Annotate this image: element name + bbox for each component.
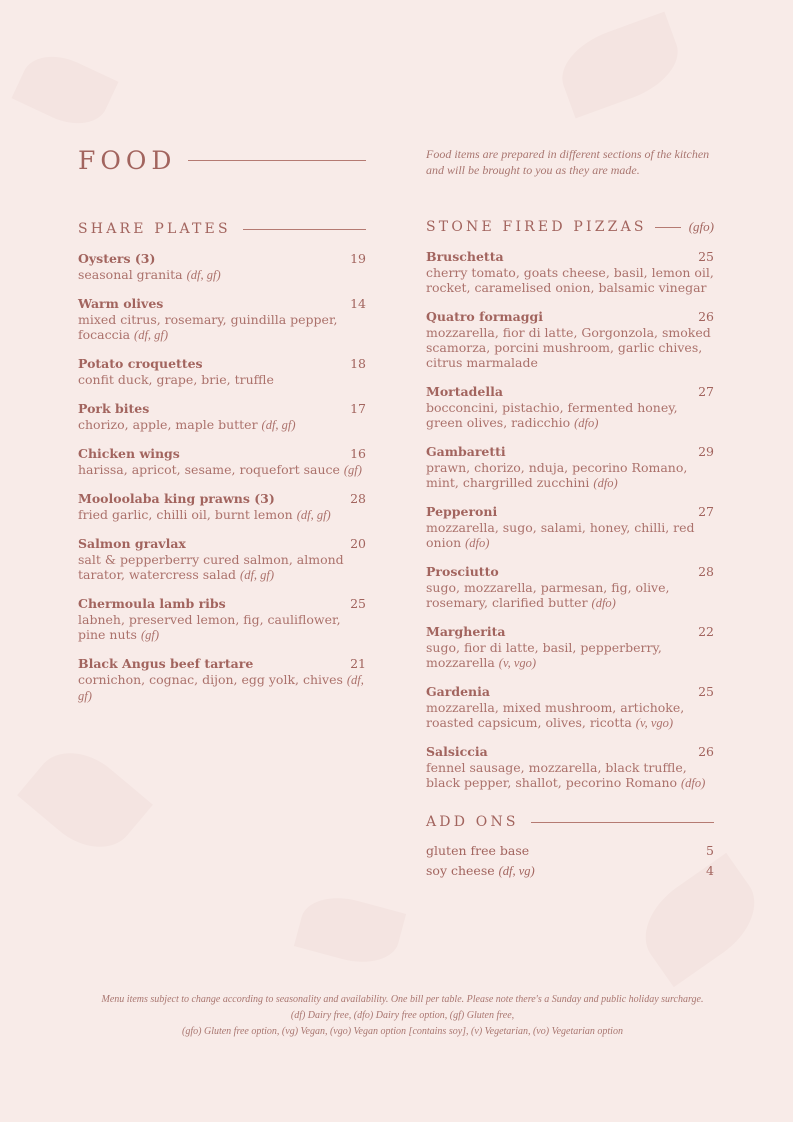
dietary-tag: (df, gf) — [296, 508, 331, 522]
menu-item-price: 20 — [350, 536, 366, 551]
menu-item-ingredients: harissa, apricot, sesame, roquefort sauce — [78, 462, 344, 477]
menu-item-description — [78, 672, 366, 704]
divider — [655, 227, 681, 228]
share-plates-heading — [78, 220, 366, 238]
menu-item-ingredients: mozzarella, fior di latte, Gorgonzola, smoked scamorza, porcini mushroom, garlic chives, citrus marmalade — [426, 325, 711, 370]
menu-item-ingredients: seasonal granita — [78, 267, 187, 282]
menu-item-description — [426, 265, 714, 296]
menu-item-header — [78, 536, 366, 552]
menu-item — [426, 744, 714, 791]
footer-legend-2: (gfo) Gluten free option, (vg) Vegan, (vgo) Vegan option [contains soy], (v) Vegetarian, (vo) Vegetarian option — [182, 1026, 623, 1037]
menu-item-name: Mortadella — [426, 384, 503, 399]
kitchen-note: Food items are prepared in different sections of the kitchen and will be brought to you as they are made. — [426, 147, 710, 177]
menu-item — [78, 401, 366, 433]
menu-item-name: Gambaretti — [426, 444, 506, 459]
dietary-tag: (df, vg) — [498, 864, 535, 878]
menu-item-ingredients: mozzarella, sugo, salami, honey, chilli, red onion — [426, 520, 695, 550]
food-heading — [78, 146, 366, 174]
menu-item-price: 28 — [698, 564, 714, 579]
addons-heading — [426, 813, 714, 831]
menu-item-name: Salsiccia — [426, 744, 488, 759]
dietary-tag: (df, gf) — [134, 328, 169, 342]
menu-item-price: 22 — [698, 624, 714, 639]
footer-legend-1: (df) Dairy free, (dfo) Dairy free option, (gf) Gluten free, — [290, 1010, 515, 1021]
menu-item-description — [426, 760, 714, 791]
menu-item-header — [426, 384, 714, 400]
menu-item-header — [78, 401, 366, 417]
pizza-list — [426, 249, 714, 791]
dietary-tag: (df, gf) — [240, 568, 275, 582]
menu-item-header — [78, 356, 366, 372]
menu-item — [426, 504, 714, 551]
menu-item — [426, 309, 714, 371]
menu-item-price: 14 — [350, 296, 366, 311]
section-title: ADD ONS — [426, 814, 519, 830]
menu-item-price: 16 — [350, 446, 366, 461]
menu-item-description — [78, 462, 366, 478]
menu-item-ingredients: confit duck, grape, brie, truffle — [78, 372, 274, 387]
menu-item — [426, 624, 714, 671]
dietary-tag: (dfo) — [593, 476, 618, 490]
menu-item-name: Potato croquettes — [78, 356, 203, 371]
menu-item-header — [426, 684, 714, 700]
menu-item-name: Oysters (3) — [78, 251, 156, 266]
menu-item-name: Prosciutto — [426, 564, 499, 579]
menu-item — [78, 356, 366, 388]
menu-item — [426, 249, 714, 296]
dietary-tag: (gf) — [343, 463, 362, 477]
right-column — [426, 146, 714, 879]
menu-item — [78, 491, 366, 523]
menu-item-price: 27 — [698, 504, 714, 519]
menu-item-name: Chermoula lamb ribs — [78, 596, 226, 611]
background-leaf — [552, 12, 689, 119]
menu-item-ingredients: fennel sausage, mozzarella, black truffle, black pepper, shallot, pecorino Romano — [426, 760, 687, 790]
menu-item-price: 25 — [698, 684, 714, 699]
menu-item-header — [426, 444, 714, 460]
footer-notes — [80, 992, 725, 1040]
dietary-tag: (gf) — [140, 628, 159, 642]
dietary-tag: (dfo) — [681, 776, 706, 790]
menu-item-description — [426, 325, 714, 371]
menu-item-header — [426, 564, 714, 580]
menu-item-price: 27 — [698, 384, 714, 399]
share-plates-list — [78, 251, 366, 704]
menu-item-ingredients: mozzarella, mixed mushroom, artichoke, roasted capsicum, olives, ricotta — [426, 700, 685, 730]
menu-item-price: 26 — [698, 309, 714, 324]
menu-item-description — [78, 612, 366, 643]
background-leaf — [12, 44, 119, 136]
section-title: STONE FIRED PIZZAS — [426, 219, 647, 235]
menu-item-name: Pepperoni — [426, 504, 498, 519]
menu-item-description — [426, 520, 714, 551]
menu-item-name: Mooloolaba king prawns (3) — [78, 491, 275, 506]
page-title: FOOD — [78, 145, 177, 175]
menu-item — [78, 536, 366, 583]
menu-item-price: 25 — [350, 596, 366, 611]
menu-item-description — [78, 417, 366, 433]
addons-list — [426, 843, 714, 879]
dietary-tag: (dfo) — [574, 416, 599, 430]
menu-item-description — [426, 580, 714, 611]
menu-item-ingredients: cherry tomato, goats cheese, basil, lemon oil, rocket, caramelised onion, balsamic vinegar — [426, 265, 714, 295]
background-leaf — [294, 888, 406, 972]
left-column — [78, 146, 366, 704]
menu-item-price: 26 — [698, 744, 714, 759]
menu-item-price: 25 — [698, 249, 714, 264]
menu-item — [78, 446, 366, 478]
menu-item-ingredients: fried garlic, chilli oil, burnt lemon — [78, 507, 297, 522]
menu-item-ingredients: salt & pepperberry cured salmon, almond tarator, watercress salad — [78, 552, 344, 582]
menu-item — [78, 596, 366, 643]
menu-item-header — [426, 744, 714, 760]
menu-item-name: Bruschetta — [426, 249, 504, 264]
menu-item-ingredients: bocconcini, pistachio, fermented honey, green olives, radicchio — [426, 400, 678, 430]
addon-name: gluten free base — [426, 843, 530, 858]
menu-item — [426, 384, 714, 431]
menu-item-name: Gardenia — [426, 684, 490, 699]
menu-item-name: Quatro formaggi — [426, 309, 543, 324]
addon-item — [426, 863, 714, 879]
menu-item-description — [426, 640, 714, 671]
menu-item-name: Chicken wings — [78, 446, 180, 461]
addon-item — [426, 843, 714, 859]
menu-item-ingredients: mixed citrus, rosemary, guindilla pepper, focaccia — [78, 312, 338, 342]
menu-item-description — [78, 507, 366, 523]
menu-item-header — [426, 249, 714, 265]
addon-label — [426, 843, 529, 859]
divider — [531, 822, 714, 823]
menu-item-header — [426, 309, 714, 325]
menu-item-price: 17 — [350, 401, 366, 416]
menu-item-price: 28 — [350, 491, 366, 506]
menu-item-description — [426, 460, 714, 491]
menu-item-header — [426, 624, 714, 640]
menu-item-header — [78, 446, 366, 462]
menu-item-price: 21 — [350, 656, 366, 671]
menu-item-price: 29 — [698, 444, 714, 459]
menu-item-price: 19 — [350, 251, 366, 266]
footer-disclaimer: Menu items subject to change according to seasonality and availability. One bill per table. Please note there's a Sunday and public holiday surcharge. — [101, 994, 704, 1005]
menu-item — [78, 656, 366, 704]
menu-item-description — [426, 400, 714, 431]
menu-item-name: Salmon gravlax — [78, 536, 186, 551]
pizzas-heading — [426, 218, 714, 236]
menu-item-ingredients: labneh, preserved lemon, fig, cauliflower, pine nuts — [78, 612, 341, 642]
menu-item-ingredients: sugo, mozzarella, parmesan, fig, olive, rosemary, clarified butter — [426, 580, 670, 610]
addon-price: 4 — [706, 863, 714, 878]
menu-item-description — [78, 267, 366, 283]
menu-item-ingredients: prawn, chorizo, nduja, pecorino Romano, mint, chargrilled zucchini — [426, 460, 688, 490]
addon-label — [426, 863, 535, 879]
dietary-tag: (v, vgo) — [635, 716, 674, 730]
menu-item-name: Pork bites — [78, 401, 150, 416]
menu-item-ingredients: cornichon, cognac, dijon, egg yolk, chives — [78, 672, 347, 687]
menu-item-name: Margherita — [426, 624, 506, 639]
menu-item — [426, 684, 714, 731]
dietary-tag: (dfo) — [465, 536, 490, 550]
menu-item-header — [78, 296, 366, 312]
menu-item-price: 18 — [350, 356, 366, 371]
addon-name: soy cheese — [426, 863, 499, 878]
menu-item-description — [78, 312, 366, 343]
menu-item — [426, 564, 714, 611]
menu-item-description — [426, 700, 714, 731]
menu-item — [78, 251, 366, 283]
menu-item — [78, 296, 366, 343]
menu-item-header — [78, 491, 366, 507]
menu-item-description — [78, 372, 366, 388]
dietary-tag: (df, gf) — [261, 418, 296, 432]
dietary-tag: (df, gf) — [186, 268, 221, 282]
divider — [188, 160, 366, 161]
menu-item-header — [426, 504, 714, 520]
dietary-tag: (v, vgo) — [498, 656, 537, 670]
background-leaf — [17, 734, 153, 866]
menu-item-ingredients: sugo, fior di latte, basil, pepperberry, mozzarella — [426, 640, 662, 670]
divider — [243, 229, 366, 230]
addon-price: 5 — [706, 843, 714, 858]
menu-item-header — [78, 656, 366, 672]
dietary-tag: (dfo) — [591, 596, 616, 610]
dietary-tag: (df, gf) — [78, 673, 364, 703]
menu-item-description — [78, 552, 366, 583]
menu-item-ingredients: chorizo, apple, maple butter — [78, 417, 262, 432]
menu-item — [426, 444, 714, 491]
pizza-dietary-note: (gfo) — [688, 219, 714, 234]
menu-item-header — [78, 596, 366, 612]
menu-item-header — [78, 251, 366, 267]
menu-item-name: Warm olives — [78, 296, 164, 311]
menu-item-name: Black Angus beef tartare — [78, 656, 254, 671]
section-title: SHARE PLATES — [78, 221, 231, 237]
